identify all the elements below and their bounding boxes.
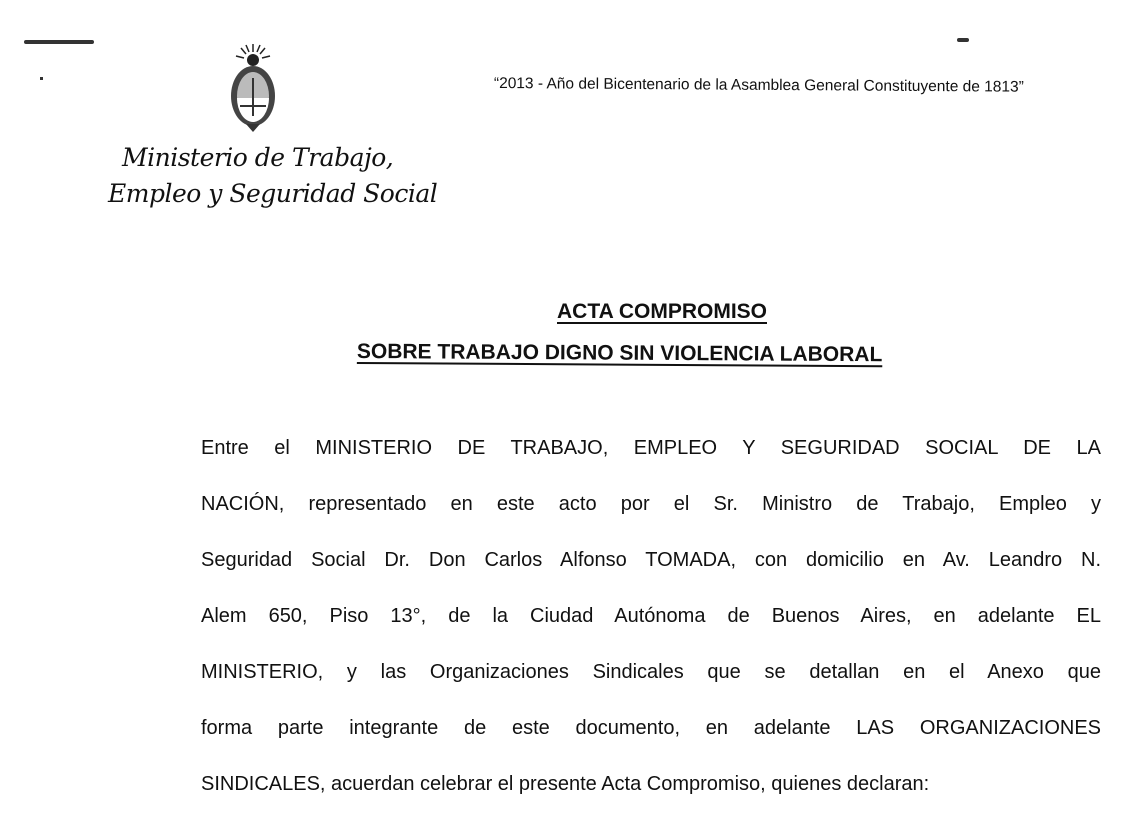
ministry-name-line2: Empleo y Seguridad Social [108,179,438,208]
paragraph-line: Alem 650, Piso 13°, de la Ciudad Autónoma de Buenos Aires, en adelante EL [201,605,1101,627]
paragraph-line: forma parte integrante de este documento, en adelante LAS ORGANIZACIONES [201,717,1101,739]
paragraph-line: Entre el MINISTERIO DE TRABAJO, EMPLEO Y SEGURIDAD SOCIAL DE LA [201,437,1101,459]
body-paragraph [201,428,1101,820]
scan-mark [957,38,969,42]
ministry-letterhead [108,140,437,212]
paragraph-line: Seguridad Social Dr. Don Carlos Alfonso TOMADA, con domicilio en Av. Leandro N. [201,549,1101,571]
coat-of-arms-icon [226,42,280,134]
paragraph-line: SINDICALES, acuerdan celebrar el presente Acta Compromiso, quienes declaran: [201,773,930,795]
scan-mark [24,40,94,44]
scan-dot [40,77,43,80]
year-motto: “2013 - Año del Bicentenario de la Asamblea General Constituyente de 1813” [493,75,1024,96]
document-title: ACTA COMPROMISO [557,300,767,323]
paragraph-line: MINISTERIO, y las Organizaciones Sindicales que se detallan en el Anexo que [201,661,1101,683]
document-subtitle: SOBRE TRABAJO DIGNO SIN VIOLENCIA LABORAL [356,340,883,367]
ministry-name-line1: Ministerio de Trabajo, [122,143,394,172]
paragraph-line: NACIÓN, representado en este acto por el Sr. Ministro de Trabajo, Empleo y [201,493,1101,515]
